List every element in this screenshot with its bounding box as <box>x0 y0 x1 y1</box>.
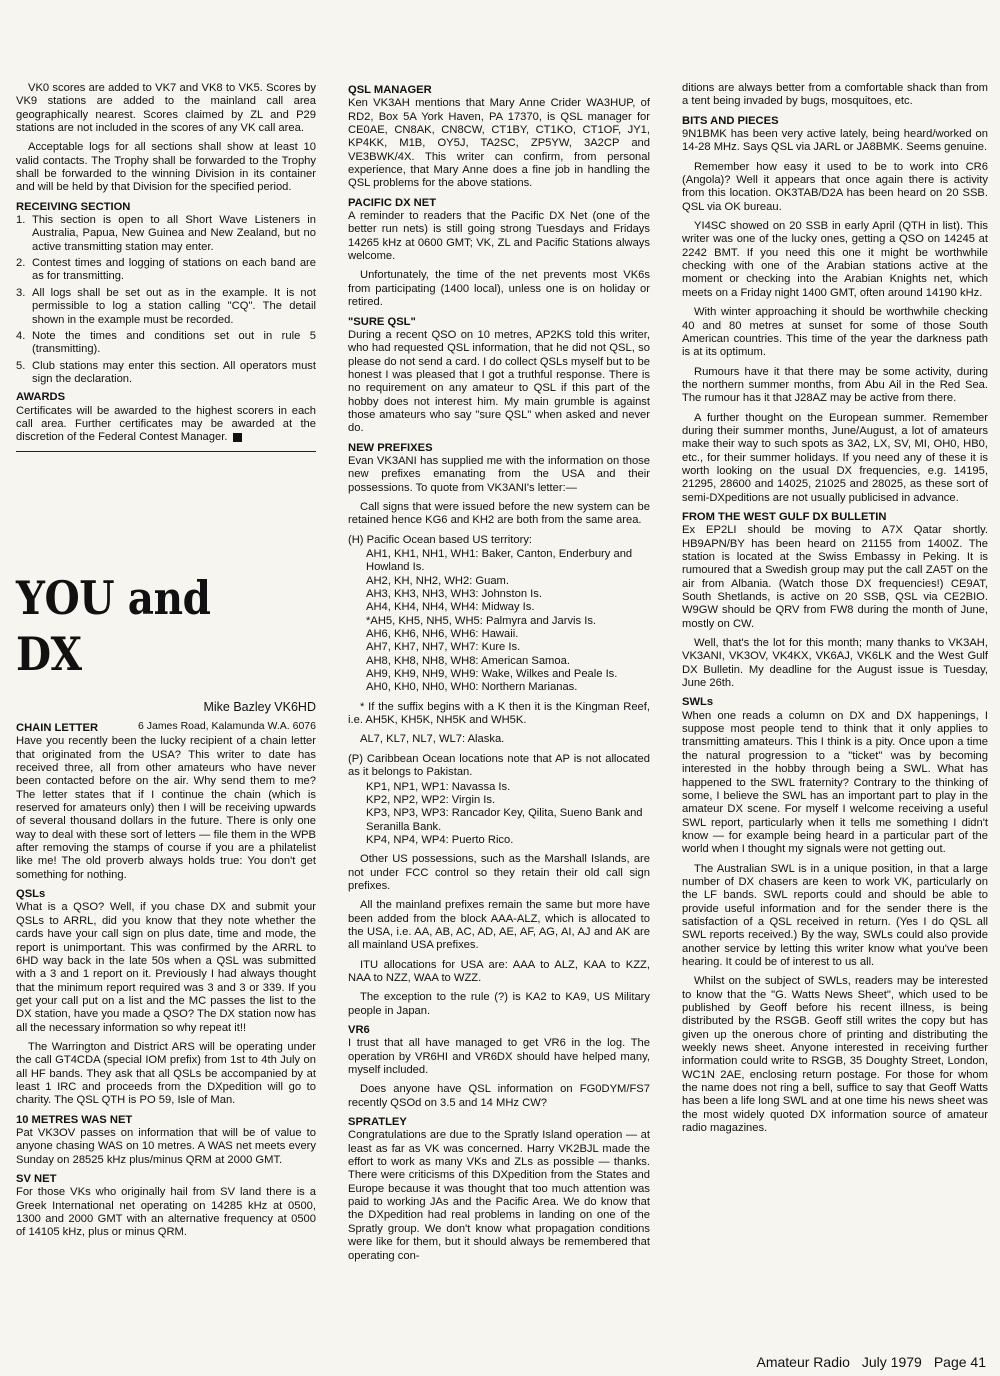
qsls-heading: QSLs <box>16 888 46 901</box>
list-item: KP2, NP2, WP2: Virgin Is. <box>366 793 496 806</box>
column-1-article <box>16 720 316 1246</box>
article-author: Mike Bazley VK6HD <box>203 700 316 714</box>
list-item: KP1, NP1, WP1: Navassa Is. <box>366 780 511 793</box>
exception-paragraph: The exception to the rule (?) is KA2 to KA9, US Military people in Japan. <box>348 991 650 1017</box>
magazine-name: Amateur Radio <box>756 1354 850 1370</box>
west-gulf-paragraph: Ex EP2LI should be moving to A7X Qatar shortly. HB9APN/BY has been heard on 21155 from 1400Z. The station is located at the Swiss Embassy in Peking. It is rumoured that a Swedish group may put the call ZA5T on the air from Albania. (Watch those DX frequencies!) CE9AT, South Shetlands, is active on 20 SSB, QSL via CE2BIO. W9GW should be QRV from FW8 during the month of June, mostly on CW. <box>682 524 988 630</box>
list-item: AH3, KH3, NH3, WH3: Johnston Is. <box>366 588 542 601</box>
vk0-scores-paragraph: VK0 scores are added to VK7 and VK8 to VK5. Scores by VK9 stations are added to the mainland call area geographically nearest. Scores claimed by ZL and P29 stations are not included in the scores of any VK call area. <box>16 82 316 135</box>
pacific-dx-net-paragraph-2: Unfortunately, the time of the net prevents most VK6s from participating (1400 local), unless one is on holiday or retired. <box>348 269 650 309</box>
list-item <box>16 360 316 387</box>
list-item <box>16 330 316 357</box>
list-item: AH0, KH0, NH0, WH0: Northern Marianas. <box>366 681 578 694</box>
vr6-paragraph: I trust that all have managed to get VR6 in the log. The operation by VR6HI and VR6DX should have helped many, myself included. <box>348 1037 650 1077</box>
pacific-dx-net-heading: PACIFIC DX NET <box>348 196 437 209</box>
new-prefixes-heading: NEW PREFIXES <box>348 441 433 454</box>
list-item: AH2, KH, NH2, WH2: Guam. <box>366 574 509 587</box>
yi4sc-paragraph: YI4SC showed on 20 SSB in early April (QTH in list). This writer was one of the lucky ones, getting a QSO on 14245 at 2242 BMT. If you need this one it might be worthwhile checking with one of the Arabian stations active at the moment or checking into the Arabian Knights net, which meets on a Friday night 1400 GMT, often around 14190 kHz. <box>682 220 988 299</box>
vr6-heading: VR6 <box>348 1024 370 1036</box>
awards-heading: AWARDS <box>16 391 66 404</box>
caribbean-intro: (P) Caribbean Ocean locations note that AP is not allocated as it belongs to Pakistan. <box>348 752 650 779</box>
sv-net-heading: SV NET <box>16 1173 57 1185</box>
rumours-paragraph: Rumours have it that there may be some activity, during the northern summer months, from Abu Ail in the Red Sea. The rumour has it that J28AZ may be active from there. <box>682 365 988 405</box>
rule-text: This section is open to all Short Wave Listeners in Australia, Papua, New Guinea and New Zealand, but no active transmitting station may enter. <box>32 214 316 253</box>
article-header <box>16 570 316 732</box>
list-item: AH4, KH4, NH4, WH4: Midway Is. <box>366 601 535 614</box>
list-item: KP3, NP3, WP3: Rancador Key, Qilita, Sueno Bank and Seranilla Bank. <box>366 807 643 833</box>
column-2 <box>348 82 650 1269</box>
column-3 <box>682 82 988 1141</box>
awards-paragraph <box>16 405 316 445</box>
author-address: 6 James Road, Kalamunda W.A. 6076 <box>137 720 316 732</box>
qsl-manager-paragraph: Ken VK3AH mentions that Mary Anne Crider WA3HUP, of RD2, Box 5A York Haven, PA 17370, is QSL manager for CE0AE, CN8AK, CN8CW, CT1BY, CT1KO, CT1OF, JY1, KP4KK, M1B, OY5J, TA2SC, ZP5YW, 3A2CP and VE3BWK/4X. This writer can confirm, from personal experience, that Mary Anne does a fine job in handling the QSL problems for the above stations. <box>348 97 650 190</box>
thanks-paragraph: Well, that's the lot for this month; many thanks to VK3AH, VK3ANI, VK3OV, VK4KX, VK6AJ, VK6LK and the West Gulf DX Bulletin. My deadline for the August issue is Tuesday, June 26th. <box>682 637 988 690</box>
new-prefixes-paragraph: Evan VK3ANI has supplied me with the information on those new prefixes emanating from the USA and their possessions. To quote from VK3ANI's letter:— <box>348 454 650 494</box>
list-item <box>16 257 316 284</box>
vr6-paragraph-2: Does anyone have QSL information on FG0DYM/FS7 recently QSOd on 3.5 and 14 MHz CW? <box>348 1083 650 1109</box>
australian-swl-paragraph: The Australian SWL is in a unique position, in that a large number of DX chasers are keen to work VK, particularly on the LF bands. SWL reports could and should be able to provide useful information and for the sender there is the satisfaction of a QSL received in return. (Yes I do QSL all SWL reports received.) By the way, SWLs could also provide another service by letting this writer know what you've been hearing. It could be of interest to us all. <box>682 862 988 968</box>
chain-letter-paragraph: Have you recently been the lucky recipient of a chain letter that originated from the USA? This writer to date has received three, all from other amateurs who have never been contacted before on the air. Why send them to me? The letter states that if I continue the chain (which is reserved for amateurs only) then I will be receiving upwards of several thousand dollars in the future. There is only one way to deal with these sort of letters — file them in the WPB after removing the stamps of course if you are a philatelist like me! The old proverb always holds true: You don't get something for nothing. <box>16 735 316 881</box>
qsls-paragraph: What is a QSO? Well, if you chase DX and submit your QSLs to ARRL, did you know that they note whether the cards have your call sign on plus date, time and mode, the report is unimportant. This was confirmed by the ARRL to 6HD way back in the late 50s when a QSL was submitted with a 3 and 1 report on it. Previously I had always thought that the minimum report required was 3 and 3 or 339. If you get your call put on a list and the MC passes the list to the DX station, have you made a QSO? The DX station now has all the necessary information so why repeat it!! <box>16 901 316 1034</box>
list-item: AH8, KH8, NH8, WH8: American Samoa. <box>366 654 570 667</box>
swls-heading: SWLs <box>682 696 714 709</box>
rule-number: 1. <box>16 214 26 227</box>
list-item <box>16 287 316 327</box>
west-gulf-heading: FROM THE WEST GULF DX BULLETIN <box>682 510 887 523</box>
ten-metres-paragraph: Pat VK3OV passes on information that will be of value to anyone chasing WAS on 10 metres. A WAS net meets every Sunday on 28525 kHz plus/minus QRM at 2000 GMT. <box>16 1126 316 1166</box>
receiving-section-heading: RECEIVING SECTION <box>16 200 131 213</box>
spratley-paragraph: Congratulations are due to the Spratly Island operation — at least as far as VK was concerned. Harry VK2BJL made the effort to work as many VKs and ZLs as possible — thanks. There were criticisms of this DXpedition from the States and Europe because it was thought that too much attention was paid to working JAs and the Pacific Area. We do know that the DXpedition had real problems in landing on one of the Spratly group. We don't know what propagation conditions were like for them, but it should always be remembered that operating con- <box>348 1129 650 1262</box>
rule-text: All logs shall be set out as in the example. It is not permissible to log a station calling "CQ". The detail shown in the example must be recorded. <box>32 286 316 326</box>
pacific-prefix-list <box>348 548 650 695</box>
rule-text: Club stations may enter this section. All operators must sign the declaration. <box>32 359 316 385</box>
list-item: *AH5, KH5, NH5, WH5: Palmyra and Jarvis Is. <box>366 614 597 627</box>
rule-number: 2. <box>16 257 26 270</box>
chain-letter-heading: CHAIN LETTER <box>16 722 99 734</box>
cr6-paragraph: Remember how easy it used to be to work into CR6 (Angola)? Well it appears that once again there is activity from this location. OK3TAB/D2A has been heard on 20 SSB. QSL via OK bureau. <box>682 160 988 213</box>
pacific-dx-net-paragraph: A reminder to readers that the Pacific DX Net (one of the better run nets) is still going strong Tuesdays and Fridays 14265 kHz at 0600 GMT; VK, ZL and Pacific Stations always welcome. <box>348 210 650 263</box>
itu-paragraph: ITU allocations for USA are: AAA to ALZ, KAA to KZZ, NAA to NZZ, WAA to WZZ. <box>348 958 650 984</box>
mainland-paragraph: All the mainland prefixes remain the same but more have been added from the block AAA-ALZ, which is allocated to the USA, i.e. AA, AB, AC, AD, AE, AF, AG, AI, AJ and AK are all mainland USA prefixes. <box>348 899 650 952</box>
page-footer <box>745 1354 987 1370</box>
watts-paragraph: Whilst on the subject of SWLs, readers may be interested to know that the "G. Watts News Sheet", which used to be published by Geoff before his recent illness, is being distributed by the RSGB. Geoff still writes the copy but has given up the onerous chore of printing and distributing the weekly news sheet. Anyone interested in receiving further information could write to RSGB, 35 Doughty Street, London, WC1N 2AE, enclosing return postage. For those for whom the name does not ring a bell, suffice to say that Geoff Watts has been a life long SWL and at one time his news sheet was the most widely quoted DX information source of amateur radio magazines. <box>682 975 988 1135</box>
rule-text: Contest times and logging of stations on each band are as for transmitting. <box>32 257 316 283</box>
ten-metres-heading: 10 METRES WAS NET <box>16 1113 133 1126</box>
sure-qsl-paragraph: During a recent QSO on 10 metres, AP2KS told this writer, who had requested QSL information, that he did not QSL, so please do not send a card. I do collect QSLs myself but to be honest I was pleased that I got a truthful response. There is no requirement on any amateur to QSL if this part of the hobby does not interest him. My main grumble is against those amateurs who say "sure QSL" when asked and never do. <box>348 328 650 435</box>
end-mark-icon <box>233 433 242 442</box>
warrington-paragraph: The Warrington and District ARS will be operating under the call GT4CDA (special IOM prefix) from 1st to 4th July on all HF bands. They ask that all QSLs be accompanied by at least 1 IRC and proceeds from the DXpedition will go to charity. The QSL QTH is PO 59, Isle of Man. <box>16 1040 316 1107</box>
qsl-manager-heading: QSL MANAGER <box>348 84 432 96</box>
rule-number: 4. <box>16 329 26 342</box>
page-number: Page 41 <box>933 1354 986 1370</box>
sv-net-paragraph: For those VKs who originally hail from SV land there is a Greek International net operating on 14285 kHz at 0500, 1300 and 2000 GMT with an alternative frequency at 0500 of 14105 kHz, plus or minus QRM. <box>16 1186 316 1239</box>
spratley-heading: SPRATLEY <box>348 1116 407 1129</box>
column-1 <box>16 82 316 452</box>
bits-and-pieces-heading: BITS AND PIECES <box>682 114 779 127</box>
other-us-paragraph: Other US possessions, such as the Marshall Islands, are not under FCC control so they retain their old call sign prefixes. <box>348 853 650 892</box>
alaska-prefixes: AL7, KL7, NL7, WL7: Alaska. <box>360 733 505 746</box>
rule-number: 5. <box>16 359 26 372</box>
european-paragraph: A further thought on the European summer. Remember during their summer months, June/August, a lot of amateurs make their way to such spots as 3A2, LX, SV, MI, OH0, HB0, etc., for their summer holidays. If you need any of these it is worth looking on the usual DX frequencies, e.g. 14195, 21295, 28600 and 14025, 21025 and 28025, as these sort of semi-DXpeditions are not usually publicised in advance. <box>682 411 988 504</box>
list-item <box>16 214 316 254</box>
list-item: AH1, KH1, NH1, WH1: Baker, Canton, Enderbury and Howland Is. <box>366 548 633 574</box>
winter-paragraph: With winter approaching it should be worthwhile checking 40 and 80 metres at sunset for some of those South American countries. This time of the year the darkness path is at its optimum. <box>682 306 988 359</box>
continued-paragraph: ditions are always better from a comfortable shack than from a tent being invaded by bugs, mosquitoes, etc. <box>682 82 988 108</box>
caribbean-prefix-list <box>348 781 650 848</box>
pacific-ocean-intro: (H) Pacific Ocean based US territory: <box>348 533 533 546</box>
acceptable-logs-paragraph: Acceptable logs for all sections shall show at least 10 valid contacts. The Trophy shall be forwarded to the Trophy shall be forwarded to the winning Division in its container and will be held by that Division for the specified period. <box>16 141 316 194</box>
bits-paragraph: 9N1BMK has been very active lately, being heard/worked on 14-28 MHz. Says QSL via JARL or JA8BMK. Seems genuine. <box>682 128 988 154</box>
rule-number: 3. <box>16 286 26 299</box>
article-title: YOU and DX <box>16 571 211 681</box>
section-divider <box>16 451 316 452</box>
list-item: AH7, KH7, NH7, WH7: Kure Is. <box>366 641 521 654</box>
issue-date: July 1979 <box>861 1354 922 1370</box>
receiving-rules-list <box>16 214 316 386</box>
swls-paragraph: When one reads a column on DX and DX happenings, I suppose most people tend to think that it only applies to transmitting amateurs. This I think is a pity. Once upon a time the natural progression to a "ticket" was by becoming interested in the hobby through being a SWL. What has happened to the SWL fraternity? Contrary to the thinking of some, I believe the SWL has an important part to play in the amateur DX scene. For myself I welcome receiving a useful SWL report, particularly when it tells me something I didn't know — for example being heard in a particular part of the world when I thought my signals were not getting out. <box>682 709 988 856</box>
suffix-note: * If the suffix begins with a K then it is the Kingman Reef, i.e. AH5K, KH5K, NH5K and WH5K. <box>348 700 650 727</box>
new-prefixes-paragraph-2: Call signs that were issued before the new system can be retained hence KG6 and KH2 are both from the same area. <box>348 500 650 527</box>
sure-qsl-heading: "SURE QSL" <box>348 315 416 328</box>
rule-text: Note the times and conditions set out in rule 5 (transmitting). <box>32 329 316 356</box>
list-item: AH6, KH6, NH6, WH6: Hawaii. <box>366 628 519 641</box>
list-item: AH9, KH9, NH9, WH9: Wake, Wilkes and Peale Is. <box>366 668 618 681</box>
awards-text: Certificates will be awarded to the highest scorers in each call area. Further certificates may be awarded at the discretion of the Federal Contest Manager. <box>16 404 316 444</box>
list-item: KP4, NP4, WP4: Puerto Rico. <box>366 833 514 846</box>
